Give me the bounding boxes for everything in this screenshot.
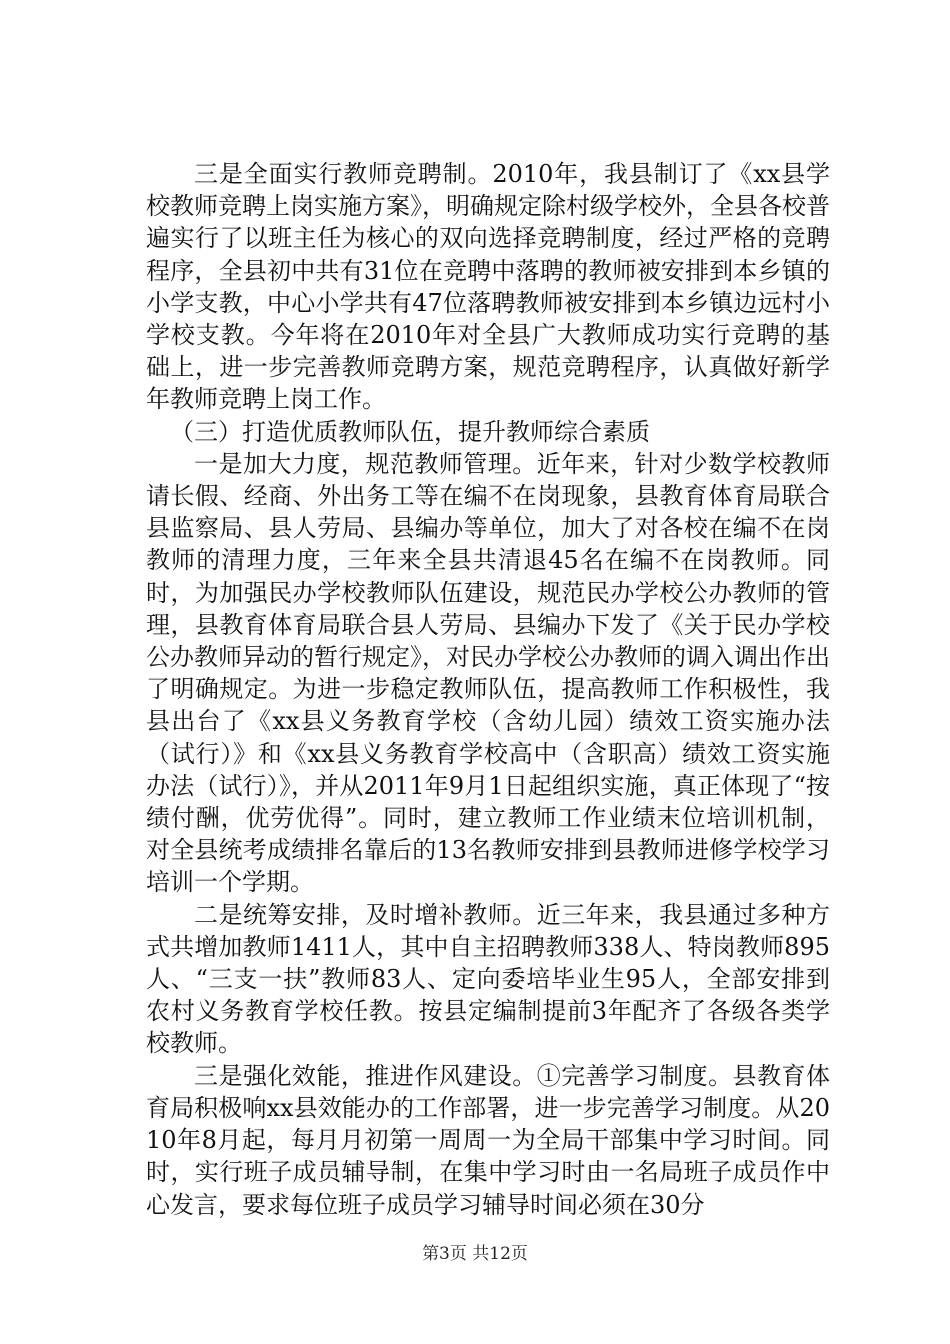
paragraph-work-style: 三是强化效能，推进作风建设。①完善学习制度。县教育体育局积极响xx县效能办的工作部署，进一步完善学习制度。从2010年8月起，每月月初第一周周一为全局干部集中学习时间。同时，实行班子成员辅导制，在集中学习时由一名局班子成员作中心发言，要求每位班子成员学习辅导时间必须在30分 [146,1061,830,1219]
paragraph-teacher-recruitment: 三是全面实行教师竞聘制。2010年，我县制订了《xx县学校教师竞聘上岗实施方案》，明确规定除村级学校外，全县各校普遍实行了以班主任为核心的双向选择竞聘制度，经过严格的竞聘程序，全县初中共有31位在竞聘中落聘的教师被安排到本乡镇的小学支教，中心小学共有47位落聘教师被安排到本乡镇边远村小学校支教。今年将在2010年对全县广大教师成功实行竞聘的基础上，进一步完善教师竞聘方案，规范竞聘程序，认真做好新学年教师竞聘上岗工作。 [146,160,830,414]
page-number-footer: 第3页 共12页 [422,1244,528,1264]
paragraph-teacher-management: 一是加大力度，规范教师管理。近年来，针对少数学校教师请长假、经商、外出务工等在编不在岗现象，县教育体育局联合县监察局、县人劳局、县编办等单位，加大了对各校在编不在岗教师的清理力度，三年来全县共清退45名在编不在岗教师。同时，为加强民办学校教师队伍建设，规范民办学校公办教师的管理，县教育体育局联合县人劳局、县编办下发了《关于民办学校公办教师异动的暂行规定》，对民办学校公办教师的调入调出作出了明确规定。为进一步稳定教师队伍，提高教师工作积极性，我县出台了《xx县义务教育学校（含幼儿园）绩效工资实施办法（试行）》和《xx县义务教育学校高中（含职高）绩效工资实施办法（试行）》，并从2011年9月1日起组织实施，真正体现了“按绩付酬，优劳优得”。同时，建立教师工作业绩末位培训机制，对全县统考成绩排名靠后的13名教师安排到县教师进修学校学习培训一个学期。 [146,449,830,897]
section-heading-three: （三）打造优质教师队伍，提升教师综合素质 [170,417,650,446]
paragraph-teacher-supplement: 二是统筹安排，及时增补教师。近三年来，我县通过多种方式共增加教师1411人，其中自主招聘教师338人、特岗教师895人、“三支一扶”教师83人、定向委培毕业生95人，全部安排到农村义务教育学校任教。按县定编制提前3年配齐了各级各类学校教师。 [146,900,830,1058]
document-body [146,158,830,1221]
